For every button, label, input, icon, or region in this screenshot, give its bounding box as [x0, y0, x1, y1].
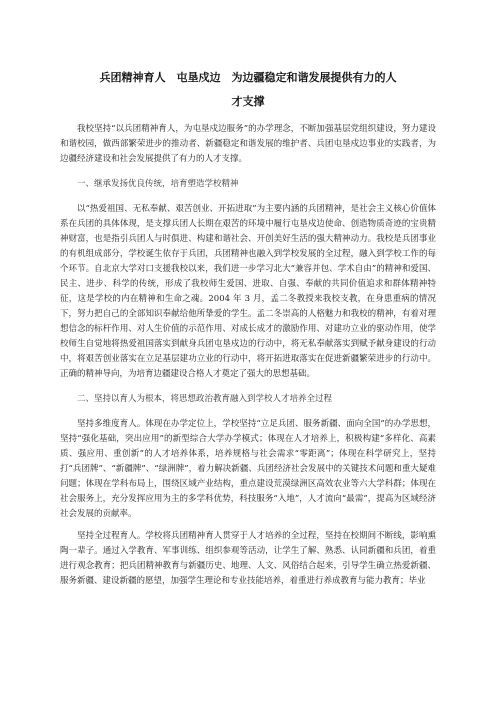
section-1-heading: 一、继承发扬优良传统，培育塑造学校精神 [77, 179, 239, 189]
document-title [50, 66, 446, 114]
section-2-paragraph-2: 坚持全过程育人。学校将兵团精神育人贯穿于人才培养的全过程，坚持在校期间不断线，影响熏陶一辈子。通过入学教育、军事训练、组织参观等活动，让学生了解、熟悉、认同新疆和兵团，着重进行观念教育；把兵团精神教育与新疆历史、地理、人文、风俗结合起来，引导学生确立热爱新疆、服务新疆、建设新疆的愿望，加强学生理论和专业技能培养，着重进行养成教育与能力教育；毕业 [60, 531, 436, 586]
title-line-2: 才支撑 [231, 95, 265, 108]
section-1-paragraph: 以“热爱祖国、无私奉献、艰苦创业、开拓进取”为主要内涵的兵团精神，是社会主义核心价值体系在兵团的具体体现，是支撑兵团人长期在艰苦的环境中履行屯垦戍边使命、创造物质奇迹的宝贵精神财富，也是指引兵团人与时俱进、构建和谐社会、开创美好生活的强大精神动力。我校是兵团事业的有机组成部分，学校诞生依存于兵团，兵团精神也融入到学校发展的全过程，融入到学校工作的每个环节。自北京大学对口支援我校以来，我们进一步学习北大“兼容并包、学术自由”的精神和爱国、民主、进步、科学的传统，形成了我校师生爱国、进取、自强、奉献的共同价值追求和群体精神特征，这是学校的内在精神和生命之魂。2004 年 3 月，孟二冬教授来我校支教，在身患重病的情况下，努力把自己的全部知识奉献给他所挚爱的学生。孟二冬崇高的人格魅力和我校的精神，有着对理想信念的标杆作用、对人生价值的示范作用、对成长成才的激励作用、对建功立业的驱动作用，使学校师生自觉地将热爱祖国落实到献身兵团屯垦戍边的行动中，将无私奉献落实到赋予献身建设的行动中，将艰苦创业落实在立足基层建功立业的行动中，将开拓进取落实在促进新疆繁荣进步的行动中。正确的精神导向，为培育边疆建设合格人才奠定了强大的思想基础。 [60, 204, 436, 379]
intro-paragraph: 我校坚持“以兵团精神育人，为屯垦戍边服务”的办学理念，不断加强基层党组织建设，努力建设和谐校园，做西部繁荣进步的推动者、新疆稳定和谐发展的维护者、兵团屯垦戍边事业的实践者，为边疆经济建设和社会发展提供了有力的人才支撑。 [60, 124, 436, 164]
section-2-paragraph-1: 坚持多维度育人。体现在办学定位上，学校坚持“立足兵团、服务新疆、面向全国”的办学思想，坚持“强化基础，突出应用”的新型综合大学办学模式；体现在人才培养上，积极构建“多样化、高素质、强应用、重创新”的人才培养体系，培养规格与社会需求“零距离”；体现在科学研究上，坚持打“兵团牌”、“新疆牌”、“绿洲牌”，着力解决新疆、兵团经济社会发展中的关键技术问题和重大疑难问题；体现在学科布局上，围绕区域产业结构，重点建设荒漠绿洲区高效农业等六大学科群；体现在社会服务上，充分发挥应用为主的多学科优势，科技服务“入地”，人才流向“最需”，提高为区域经济社会发展的贡献率。 [60, 419, 436, 519]
document-body [60, 122, 436, 589]
title-line-1: 兵团精神育人 屯垦戍边 为边疆稳定和谐发展提供有力的人 [99, 71, 397, 84]
section-2-heading: 二、坚持以育人为根本，将思想政治教育融入到学校人才培养全过程 [77, 394, 333, 404]
